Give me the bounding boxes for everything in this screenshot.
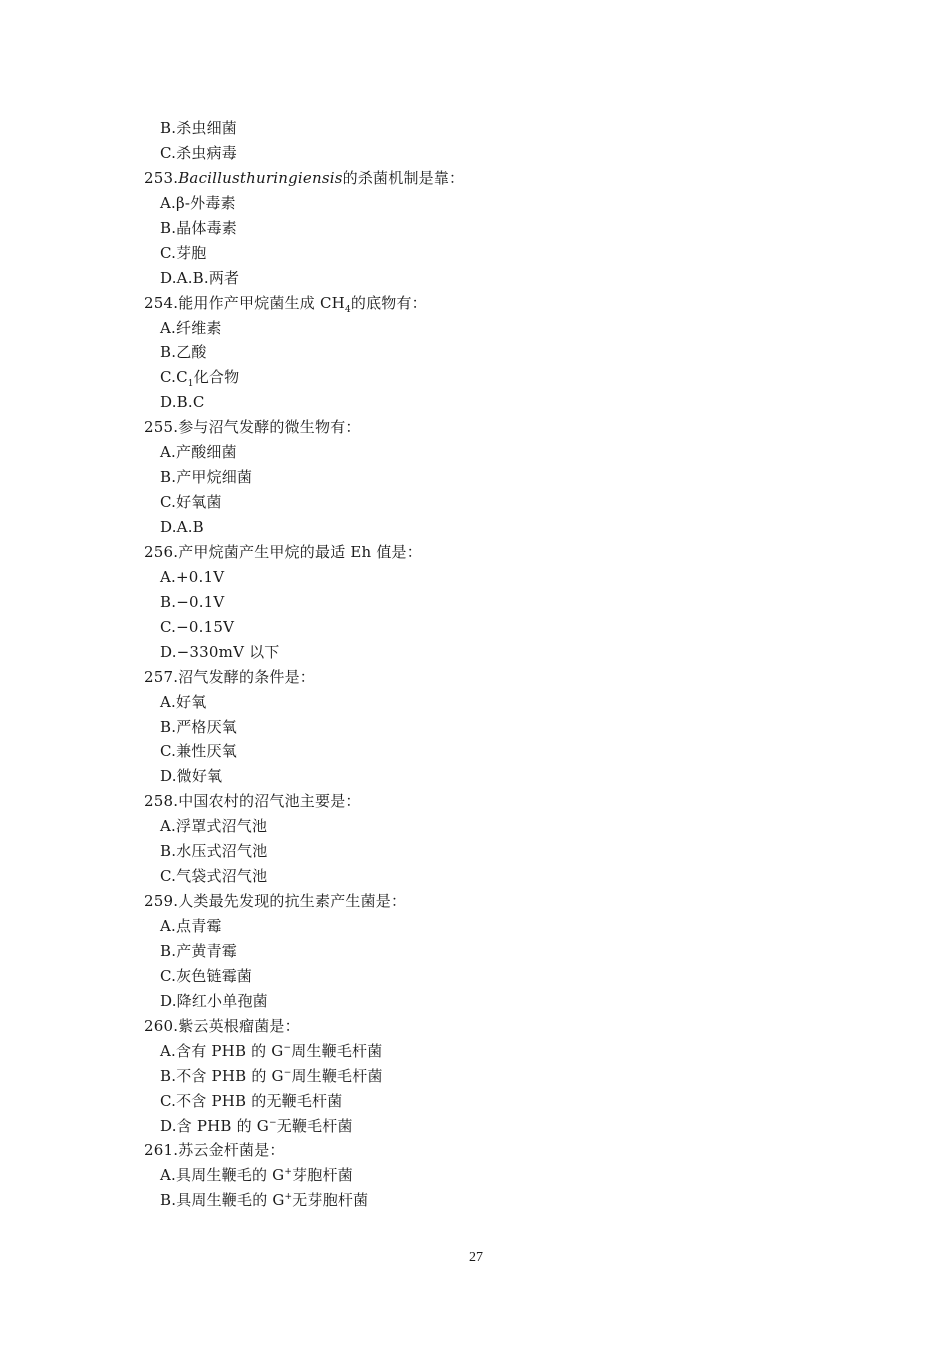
line-text: B.杀虫细菌: [160, 119, 237, 137]
line-text: B.不含 PHB 的 G: [160, 1066, 284, 1085]
superscript: −: [283, 1042, 292, 1053]
line-text: D.降红小单孢菌: [160, 991, 268, 1010]
question-number: 258.: [144, 792, 179, 811]
answer-option: [144, 241, 824, 266]
answer-option: [144, 465, 824, 490]
question-stem: [144, 665, 824, 690]
line-text: A.产酸细菌: [160, 443, 237, 462]
species-name: Bacillusthuringiensis: [178, 168, 343, 187]
line-text: C.C: [160, 368, 188, 387]
line-text: B.水压式沼气池: [160, 842, 268, 861]
subscript: 4: [344, 304, 351, 315]
page-number: 27: [469, 1250, 483, 1265]
question-number: 255.: [144, 418, 179, 437]
line-text: C.−0.15V: [160, 617, 235, 636]
line-text: 的底物有：: [350, 293, 427, 312]
question-stem: [144, 291, 824, 316]
answer-option: [144, 839, 824, 864]
question-number: 259.: [144, 892, 179, 911]
answer-option: [144, 340, 824, 365]
answer-option: [144, 615, 824, 640]
answer-option: [144, 266, 824, 291]
answer-option: [144, 191, 824, 216]
answer-option: [144, 914, 824, 939]
line-text: A.浮罩式沼气池: [160, 817, 268, 836]
answer-option: [144, 365, 824, 390]
answer-option: [144, 690, 824, 715]
line-text: D.A.B.两者: [160, 268, 240, 287]
superscript: −: [283, 1067, 292, 1078]
line-text: D.含 PHB 的 G: [160, 1116, 269, 1135]
answer-option: [144, 590, 824, 615]
line-text: D.A.B: [160, 518, 204, 536]
answer-option: [144, 316, 824, 341]
line-text: B.产黄青霉: [160, 941, 237, 960]
question-list: [144, 116, 824, 1213]
answer-option: [144, 939, 824, 964]
question-number: 254.: [144, 293, 179, 312]
answer-option: [144, 1188, 824, 1213]
question-stem: [144, 889, 824, 914]
superscript: −: [268, 1117, 277, 1128]
question-stem: [144, 166, 824, 191]
answer-option: [144, 216, 824, 241]
line-text: 沼气发酵的条件是：: [178, 667, 316, 686]
question-stem: [144, 789, 824, 814]
answer-option: [144, 490, 824, 515]
line-text: B.严格厌氧: [160, 717, 237, 736]
line-text: C.好氧菌: [160, 493, 222, 512]
superscript: +: [284, 1192, 293, 1203]
line-text: 周生鞭毛杆菌: [291, 1041, 383, 1060]
answer-option: [144, 1089, 824, 1114]
line-text: 紫云英根瘤菌是：: [178, 1016, 300, 1035]
answer-option: [144, 565, 824, 590]
line-text: B.产甲烷细菌: [160, 468, 253, 487]
question-stem: [144, 540, 824, 565]
line-text: A.含有 PHB 的 G: [160, 1041, 284, 1060]
line-text: C.灰色链霉菌: [160, 966, 253, 985]
question-number: 257.: [144, 667, 179, 686]
answer-option: [144, 739, 824, 764]
answer-option: [144, 989, 824, 1014]
question-number: 253.: [144, 168, 179, 187]
line-text: 参与沼气发酵的微生物有：: [178, 418, 361, 437]
line-text: C.不含 PHB 的无鞭毛杆菌: [160, 1091, 343, 1110]
line-text: D.B.C: [160, 393, 205, 412]
answer-option: [144, 1114, 824, 1139]
line-text: B.具周生鞭毛的 G: [160, 1191, 285, 1210]
answer-option: [144, 440, 824, 465]
answer-option: [144, 515, 824, 540]
line-text: B.−0.1V: [160, 592, 225, 611]
line-text: 无鞭毛杆菌: [276, 1116, 353, 1135]
question-number: 256.: [144, 542, 179, 561]
answer-option: [144, 764, 824, 789]
superscript: +: [284, 1167, 293, 1178]
line-text: 周生鞭毛杆菌: [291, 1066, 383, 1085]
line-text: 苏云金杆菌是：: [178, 1141, 285, 1160]
answer-option: [144, 864, 824, 889]
line-text: 无芽胞杆菌: [292, 1191, 369, 1210]
line-text: 人类最先发现的抗生素产生菌是：: [178, 892, 407, 911]
answer-option: [144, 116, 824, 141]
line-text: 中国农村的沼气池主要是：: [178, 792, 361, 811]
line-text: A.+0.1V: [160, 567, 225, 586]
answer-option: [144, 141, 824, 166]
line-text: 能用作产甲烷菌生成 CH: [178, 293, 345, 312]
line-text: C.芽胞: [160, 243, 207, 262]
question-number: 260.: [144, 1016, 179, 1035]
line-text: A.点青霉: [160, 917, 222, 935]
line-text: C.杀虫病毒: [160, 143, 237, 162]
line-text: C.兼性厌氧: [160, 742, 237, 761]
line-text: A.好氧: [160, 692, 207, 711]
subscript: 1: [187, 379, 194, 390]
line-text: 的杀菌机制是靠：: [342, 168, 465, 187]
answer-option: [144, 1039, 824, 1064]
question-stem: [144, 1138, 824, 1163]
answer-option: [144, 1064, 824, 1089]
answer-option: [144, 390, 824, 415]
line-text: A.β-外毒素: [160, 193, 236, 212]
answer-option: [144, 814, 824, 839]
line-text: C.气袋式沼气池: [160, 867, 268, 886]
question-stem: [144, 1014, 824, 1039]
answer-option: [144, 1163, 824, 1188]
line-text: 芽胞杆菌: [292, 1166, 353, 1185]
answer-option: [144, 964, 824, 989]
answer-option: [144, 715, 824, 740]
line-text: B.晶体毒素: [160, 218, 237, 237]
line-text: D.微好氧: [160, 767, 223, 786]
line-text: 化合物: [193, 368, 240, 387]
question-number: 261.: [144, 1141, 179, 1160]
line-text: A.纤维素: [160, 318, 222, 337]
line-text: 产甲烷菌产生甲烷的最适 Eh 值是：: [178, 542, 422, 561]
question-stem: [144, 415, 824, 440]
line-text: B.乙酸: [160, 343, 207, 362]
answer-option: [144, 640, 824, 665]
line-text: D.−330mV 以下: [160, 642, 280, 661]
line-text: A.具周生鞭毛的 G: [160, 1166, 285, 1185]
